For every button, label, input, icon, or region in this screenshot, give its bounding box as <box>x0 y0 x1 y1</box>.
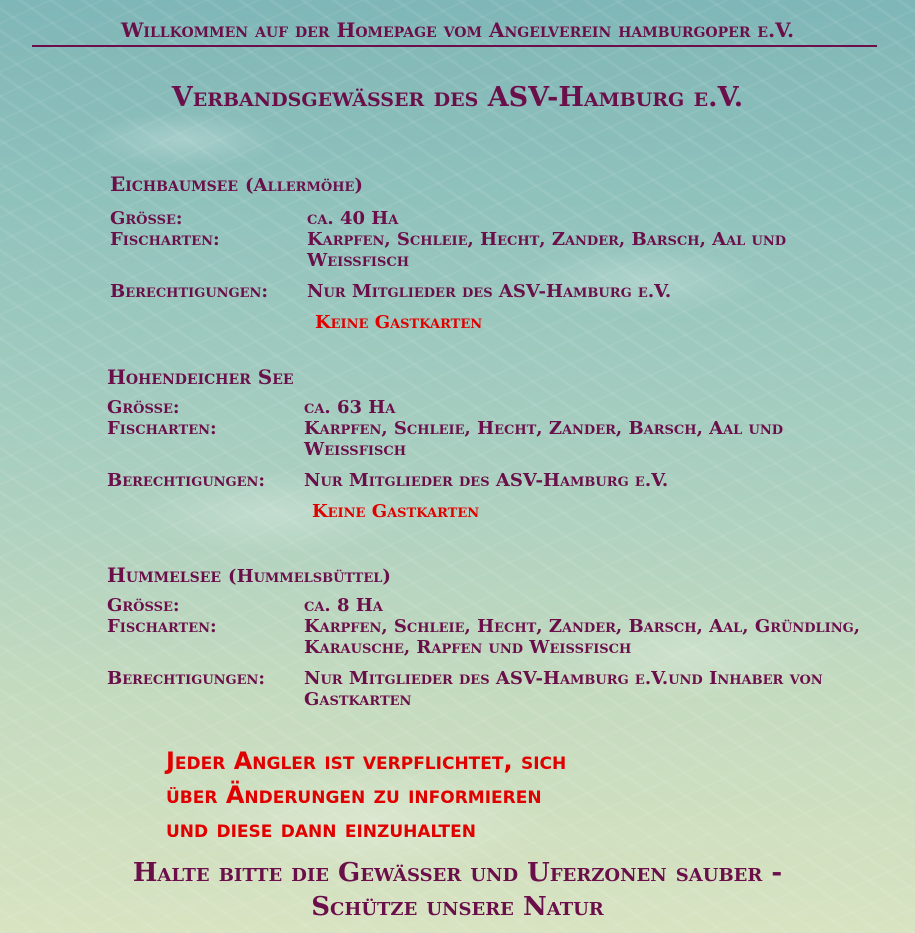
lake-title <box>110 172 900 196</box>
lake-location: (Hummelsbüttel) <box>228 566 391 587</box>
lake-eichbaumsee <box>110 172 900 333</box>
size-label: Grösse: <box>107 595 180 616</box>
notice-line-1: Jeder Angler ist verpflichtet, sich <box>166 747 567 775</box>
fish-value: Karpfen, Schleie, Hecht, Zander, Barsch, Aal, Gründling, Karausche, Rapfen und Weissfisch <box>304 616 860 658</box>
notice-line-2: über Änderungen zu informieren <box>166 781 542 809</box>
lake-location: (Allermöhe) <box>245 175 363 196</box>
permits-row <box>107 668 897 710</box>
fish-label: Fischarten: <box>107 616 217 637</box>
permits-label: Berechtigungen: <box>107 668 266 689</box>
lake-hummelsee <box>107 563 897 710</box>
fish-row <box>110 229 900 271</box>
permits-row <box>110 281 900 302</box>
lake-name: Eichbaumsee <box>110 172 239 196</box>
fish-row <box>107 616 897 658</box>
fish-value: Karpfen, Schleie, Hecht, Zander, Barsch, Aal und Weissfisch <box>304 418 784 460</box>
lake-hohendeicher-see <box>107 365 897 522</box>
permits-label: Berechtigungen: <box>110 281 269 302</box>
guest-note: Keine Gastkarten <box>312 501 480 522</box>
fish-value: Karpfen, Schleie, Hecht, Zander, Barsch, Aal und Weissfisch <box>307 229 787 271</box>
lake-name: Hohendeicher See <box>107 365 294 389</box>
guest-note: Keine Gastkarten <box>315 312 483 333</box>
fish-row <box>107 418 897 460</box>
lake-name: Hummelsee <box>107 563 222 587</box>
page-title: Verbandsgewässer des ASV-Hamburg e.V. <box>171 82 744 113</box>
size-value: ca. 8 Ha <box>304 595 383 616</box>
fish-label: Fischarten: <box>110 229 220 250</box>
size-value: ca. 63 Ha <box>304 397 396 418</box>
closing-appeal <box>0 856 915 924</box>
fish-label: Fischarten: <box>107 418 217 439</box>
size-value: ca. 40 Ha <box>307 208 399 229</box>
notice-line-3: und diese dann einzuhalten <box>166 815 476 843</box>
size-row <box>107 397 897 418</box>
permits-value: Nur Mitglieder des ASV-Hamburg e.V.und Inhaber von Gastkarten <box>304 668 823 710</box>
lake-title <box>107 365 897 389</box>
permits-row <box>107 470 897 491</box>
permits-value: Nur Mitglieder des ASV-Hamburg e.V. <box>307 281 672 302</box>
welcome-banner: Willkommen auf der Homepage vom Angelverein hamburgoper e.V. <box>120 18 795 42</box>
closing-line-1: Halte bitte die Gewässer und Uferzonen sauber - <box>132 858 783 888</box>
size-row <box>107 595 897 616</box>
banner-underline <box>32 45 877 47</box>
change-notice <box>166 744 566 846</box>
size-label: Grösse: <box>107 397 180 418</box>
lake-title <box>107 563 897 587</box>
closing-line-2: Schütze unsere Natur <box>311 892 604 922</box>
permits-value: Nur Mitglieder des ASV-Hamburg e.V. <box>304 470 669 491</box>
permits-label: Berechtigungen: <box>107 470 266 491</box>
size-label: Grösse: <box>110 208 183 229</box>
size-row <box>110 208 900 229</box>
